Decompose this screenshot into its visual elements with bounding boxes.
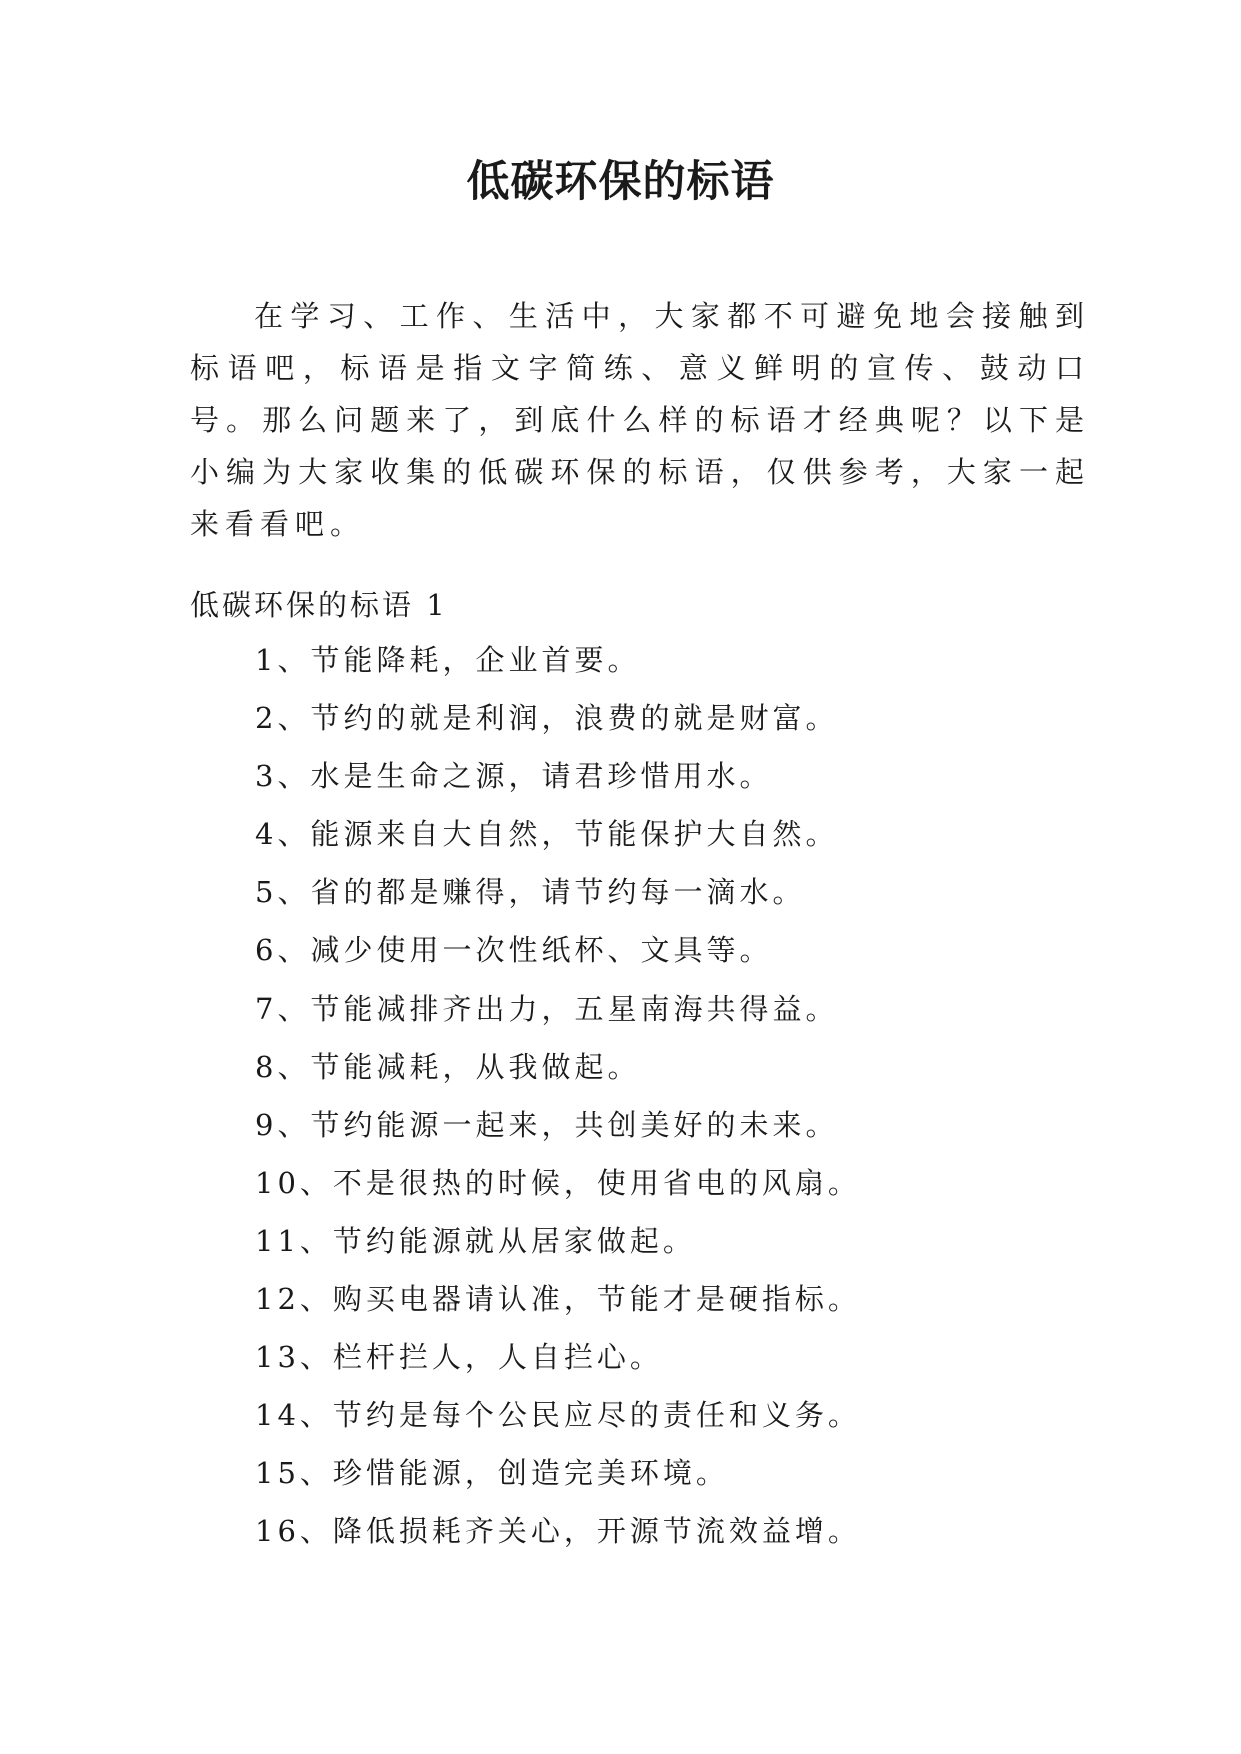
slogan-item: 13、栏杆拦人，人自拦心。: [255, 1340, 663, 1375]
slogan-item: 10、不是很热的时候，使用省电的风扇。: [255, 1165, 861, 1200]
slogan-item: 12、购买电器请认准，节能才是硬指标。: [255, 1282, 861, 1317]
slogan-item: 15、珍惜能源，创造完美环境。: [255, 1456, 729, 1491]
document-title: 低碳环保的标语: [466, 157, 775, 207]
slogan-item: 6、减少使用一次性纸杯、文具等。: [255, 933, 773, 968]
slogan-item: 8、节能减耗，从我做起。: [255, 1049, 641, 1084]
slogan-item: 3、水是生命之源，请君珍惜用水。: [255, 759, 773, 794]
slogan-item: 16、降低损耗齐关心，开源节流效益增。: [255, 1514, 861, 1549]
slogan-item: 5、省的都是赚得，请节约每一滴水。: [255, 875, 806, 910]
slogan-item: 14、节约是每个公民应尽的责任和义务。: [255, 1398, 861, 1433]
section-heading: 低碳环保的标语 1: [190, 588, 448, 622]
slogan-item: 11、节约能源就从居家做起。: [255, 1223, 696, 1258]
slogan-item: 4、能源来自大自然，节能保护大自然。: [255, 817, 839, 852]
slogan-item: 7、节能减排齐出力，五星南海共得益。: [255, 991, 839, 1026]
slogan-item: 9、节约能源一起来，共创美好的未来。: [255, 1107, 839, 1142]
slogan-list: [255, 640, 861, 1570]
slogan-item: 1、节能降耗，企业首要。: [255, 643, 641, 677]
intro-paragraph: 在学习、工作、生活中，大家都不可避免地会接触到标语吧，标语是指文字简练、意义鲜明的宣传、鼓动口号。那么问题来了，到底什么样的标语才经典呢？以下是小编为大家收集的低碳环保的标语，仅供参考，大家一起来看看吧。: [190, 299, 1090, 541]
slogan-item: 2、节约的就是利润，浪费的就是财富。: [255, 701, 839, 736]
